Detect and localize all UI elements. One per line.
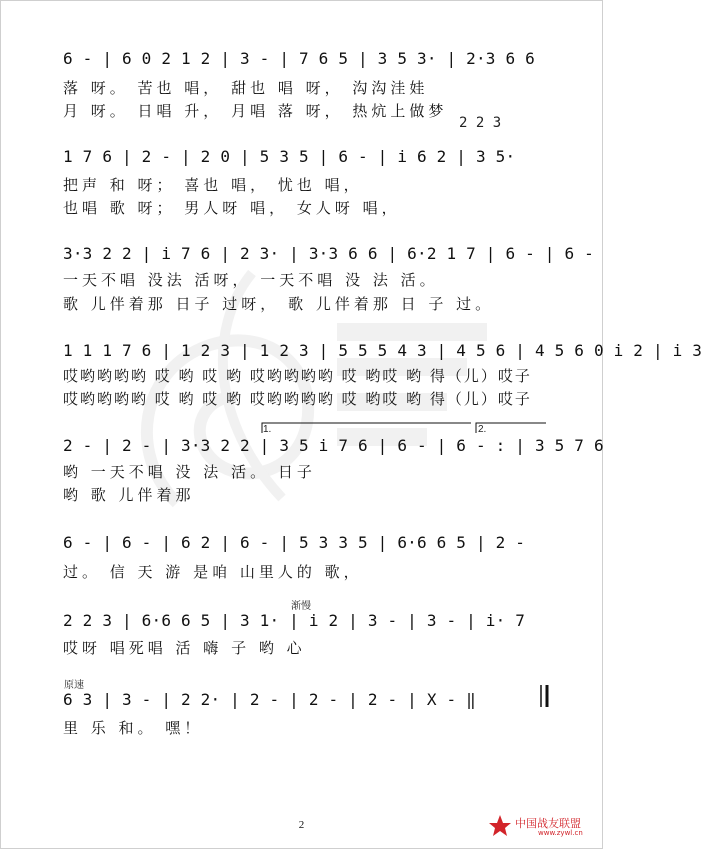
watermark-title: 中国战友联盟 bbox=[515, 817, 581, 830]
system-5-lyrics-1: 哟 一天不唱 没 法 活。 日子 bbox=[63, 463, 316, 481]
system-4-notes: 1 1 1 7 6 | 1 2 3 | 1 2 3 | 5 5 5 4 3 | 4 5 6 | 4 5 6 0 i 2 | i 3 bbox=[63, 341, 702, 360]
system-6-notes: 6 - | 6 - | 6 2 | 6 - | 5 3 3 5 | 6·6 6 5 | 2 - bbox=[63, 533, 526, 552]
system-3-lyrics-1: 一天不唱 没法 活呀， 一天不唱 没 法 活。 bbox=[63, 271, 439, 289]
system-1-notes: 6 - | 6 0 2 1 2 | 3 - | 7 6 5 | 3 5 3· | 2·3 6 6 bbox=[63, 49, 535, 68]
watermark-url: www.zywl.cn bbox=[538, 829, 583, 837]
system-7-notes: 2 2 3 | 6·6 6 5 | 3 1· | i 2 | 3 - | 3 - | i· 7 bbox=[63, 611, 526, 630]
system-8-lyrics-1: 里 乐 和。 嘿！ bbox=[63, 719, 204, 737]
system-6-lyrics-1: 过。 信 天 游 是咱 山里人的 歌， bbox=[63, 563, 363, 581]
system-2-notes: 1 7 6 | 2 - | 2 0 | 5 3 5 | 6 - | i 6 2 | 3 5· bbox=[63, 147, 516, 166]
system-3-notes: 3·3 2 2 | i 7 6 | 2 3· | 3·3 6 6 | 6·2 1 7 | 6 - | 6 - bbox=[63, 244, 594, 263]
volta-2-label: 2. bbox=[478, 424, 487, 435]
system-8-notes: 6 3 | 3 - | 2 2· | 2 - | 2 - | 2 - | X - ‖ bbox=[63, 690, 476, 709]
system-5-lyrics-2: 哟 歌 儿伴着那 bbox=[63, 486, 195, 504]
system-1-lyrics-1: 落 呀。 苦也 唱， 甜也 唱 呀， 沟沟洼娃 bbox=[63, 79, 429, 97]
volta-brackets bbox=[261, 422, 561, 434]
system-1-lyrics-2: 月 呀。 日唱 升， 月唱 落 呀， 热炕上做梦 bbox=[63, 102, 448, 120]
tempo-original-label: 原速 bbox=[64, 680, 84, 691]
system-1-extra-notes: 2 2 3 bbox=[459, 115, 502, 131]
volta-1-label: 1. bbox=[263, 424, 272, 435]
system-2-lyrics-2: 也唱 歌 呀； 男人呀 唱， 女人呀 唱， bbox=[63, 199, 401, 217]
system-4-lyrics-1: 哎哟哟哟哟 哎 哟 哎 哟 哎哟哟哟哟 哎 哟哎 哟 得（儿）哎子 bbox=[63, 367, 532, 385]
system-2-lyrics-1: 把声 和 呀； 喜也 唱， 忧也 唱， bbox=[63, 176, 363, 194]
system-3-lyrics-2: 歌 儿伴着那 日子 过呀， 歌 儿伴着那 日 子 过。 bbox=[63, 295, 495, 313]
tempo-slow-label: 渐慢 bbox=[291, 601, 311, 612]
final-barline-icon bbox=[539, 683, 551, 709]
page-number: 2 bbox=[298, 819, 305, 831]
system-7-lyrics-1: 哎呀 唱死唱 活 嗨 子 哟 心 bbox=[63, 639, 306, 657]
system-4-lyrics-2: 哎哟哟哟哟 哎 哟 哎 哟 哎哟哟哟哟 哎 哟哎 哟 得（儿）哎子 bbox=[63, 390, 532, 408]
system-5-notes: 2 - | 2 - | 3·3 2 2 | 3 5 i 7 6 | 6 - | 6 - : | 3 5 7 6 bbox=[63, 436, 604, 455]
